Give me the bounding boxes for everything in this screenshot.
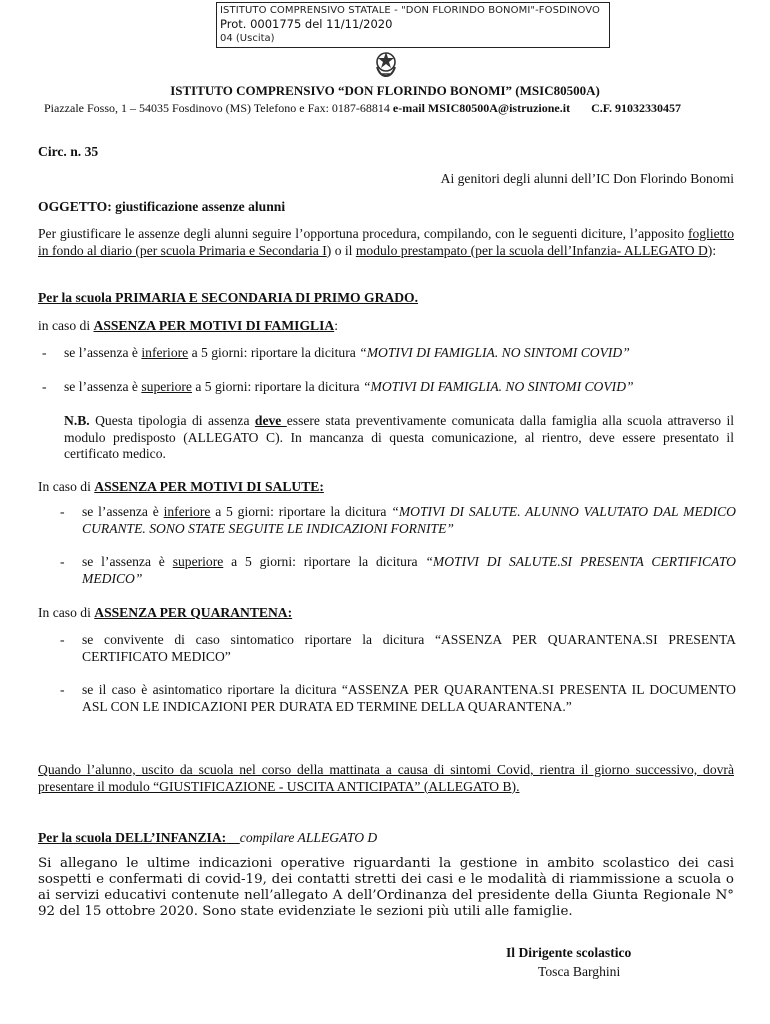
infanzia-title: Per la scuola DELL’INFANZIA: [38, 830, 227, 845]
recipients: Ai genitori degli alunni dell’IC Don Florindo Bonomi [440, 171, 734, 186]
attachment-paragraph: Si allegano le ultime indicazioni operative riguardanti la gestione in ambito scolastico dei casi sospetti e confermati di covid-19, dei contatti stretti dei casi e le modalità di riammissione a scuola o ai servizi educativi contenute nell’allegato A dell’Ordinanza del presidente della Giunta Regionale N° 92 del 15 ottobre 2020. Sono state evidenziate le sezioni più utili alle famiglie. [38, 856, 734, 920]
item-key: inferiore [163, 504, 211, 519]
item-text: a 5 giorni: riportare la dicitura [191, 378, 363, 394]
return-note: Quando l’alunno, uscito da scuola nel corso della mattinata a causa di sintomi Covid, rientra il giorno successivo, dovrà presentare il modulo “GIUSTIFICAZIONE - USCITA ANTICIPATA” (ALLEGATO B). [38, 762, 734, 794]
school-email: e-mail MSIC80500A@istruzione.it [392, 101, 571, 115]
item-text: a 5 giorni: riportare la dicitura [223, 554, 426, 570]
item-key: inferiore [141, 345, 189, 360]
address-text: Piazzale Fosso, 1 – 54035 Fosdinovo (MS) Telefono e Fax: 0187-68814 [44, 101, 390, 115]
fiscal-code: C.F. 91032330457 [591, 101, 681, 115]
item-quote: “MOTIVI DI FAMIGLIA. NO SINTOMI COVID” [359, 345, 630, 360]
nb-text-2: essere stata preventivamente comunicata dalla famiglia alla scuola attraverso il modulo predisposto (ALLEGATO C). In mancanza di questa comunicazione, al rientro, deve essere presentato il certificato medico. [64, 413, 734, 462]
item-text: se l’assenza è [82, 504, 164, 519]
item-key: superiore [141, 378, 192, 394]
item-key: superiore [172, 554, 224, 570]
health-absence-list [58, 504, 736, 604]
list-item [58, 554, 736, 587]
list-item [40, 379, 736, 396]
infanzia-text: compilare ALLEGATO D [239, 830, 378, 845]
family-absence-heading [38, 318, 734, 335]
list-item: - se il caso è asintomatico riportare la dicitura “ASSENZA PER QUARANTENA.SI PRESENTA IL DOCUMENTO ASL CON LE INDICAZIONI PER DURATA ED TERMINE DELLA QUARANTENA.” [58, 682, 736, 715]
circular-number: Circ. n. 35 [38, 144, 99, 159]
protocol-direction: 04 (Uscita) [220, 32, 275, 44]
list-item [58, 504, 736, 537]
family-absence-list [40, 345, 736, 412]
subject-line: OGGETTO: giustificazione assenze alunni [38, 199, 286, 214]
intro-underline-2: modulo prestampato (per la scuola dell’Infanzia- ALLEGATO D [355, 242, 708, 258]
infanzia-section [38, 830, 734, 847]
intro-text-2: ) o il [326, 242, 356, 258]
quarantine-prefix: In caso di [38, 605, 95, 620]
school-address [44, 101, 744, 116]
item-quote: “MOTIVI DI FAMIGLIA. NO SINTOMI COVID” [362, 378, 634, 394]
health-absence-heading [38, 479, 734, 496]
nb-must: deve [254, 413, 287, 428]
quarantine-title: ASSENZA PER QUARANTENA: [94, 605, 293, 620]
item-text: a 5 giorni: riportare la dicitura [188, 345, 360, 360]
item-text: se l’assenza è [64, 378, 142, 394]
family-title: ASSENZA PER MOTIVI DI FAMIGLIA [93, 318, 335, 333]
item-text: se l’assenza è [64, 345, 142, 360]
protocol-stamp [216, 2, 610, 48]
family-prefix: in caso di [38, 318, 94, 333]
intro-text-1: Per giustificare le assenze degli alunni seguire l’opportuna procedura, compilando, con le seguenti diciture, l’apposito [38, 226, 688, 241]
protocol-school: ISTITUTO COMPRENSIVO STATALE - "DON FLORINDO BONOMI"-FOSDINOVO [220, 5, 601, 16]
health-title: ASSENZA PER MOTIVI DI SALUTE: [94, 479, 324, 494]
item-quote: “MOTIVI DI SALUTE. ALUNNO VALUTATO DAL MEDICO CURANTE. SONO STATE SEGUITE LE INDICAZIONI FORNITE” [82, 504, 736, 536]
intro-text-3: ): [707, 242, 717, 258]
primary-section-heading: Per la scuola PRIMARIA E SECONDARIA DI PRIMO GRADO. [38, 290, 419, 305]
infanzia-gap [226, 830, 240, 845]
signer-role: Il Dirigente scolastico [506, 945, 632, 960]
quarantine-heading [38, 605, 734, 622]
item-text: a 5 giorni: riportare la dicitura [210, 504, 392, 519]
intro-underline-1: foglietto in fondo al diario (per scuola Primaria e Secondaria I [38, 226, 734, 258]
nb-text-1: Questa tipologia di assenza [89, 413, 255, 428]
item-quote: “MOTIVI DI SALUTE.SI PRESENTA CERTIFICATO MEDICO” [82, 554, 736, 586]
nota-bene [64, 413, 734, 463]
item-text: se l’assenza è [82, 554, 173, 570]
republic-emblem-icon [374, 50, 398, 78]
family-suffix: : [334, 318, 338, 333]
school-name: ISTITUTO COMPRENSIVO “DON FLORINDO BONOMI” (MSIC80500A) [170, 83, 600, 98]
list-item: - se convivente di caso sintomatico riportare la dicitura “ASSENZA PER QUARANTENA.SI PRESENTA CERTIFICATO MEDICO” [58, 632, 736, 665]
health-prefix: In caso di [38, 479, 95, 494]
signer-name: Tosca Barghini [538, 964, 621, 979]
list-item [40, 345, 736, 362]
protocol-number: Prot. 0001775 del 11/11/2020 [220, 17, 393, 31]
nb-label: N.B. [64, 413, 90, 428]
quarantine-list [58, 632, 736, 732]
intro-paragraph [38, 226, 734, 259]
